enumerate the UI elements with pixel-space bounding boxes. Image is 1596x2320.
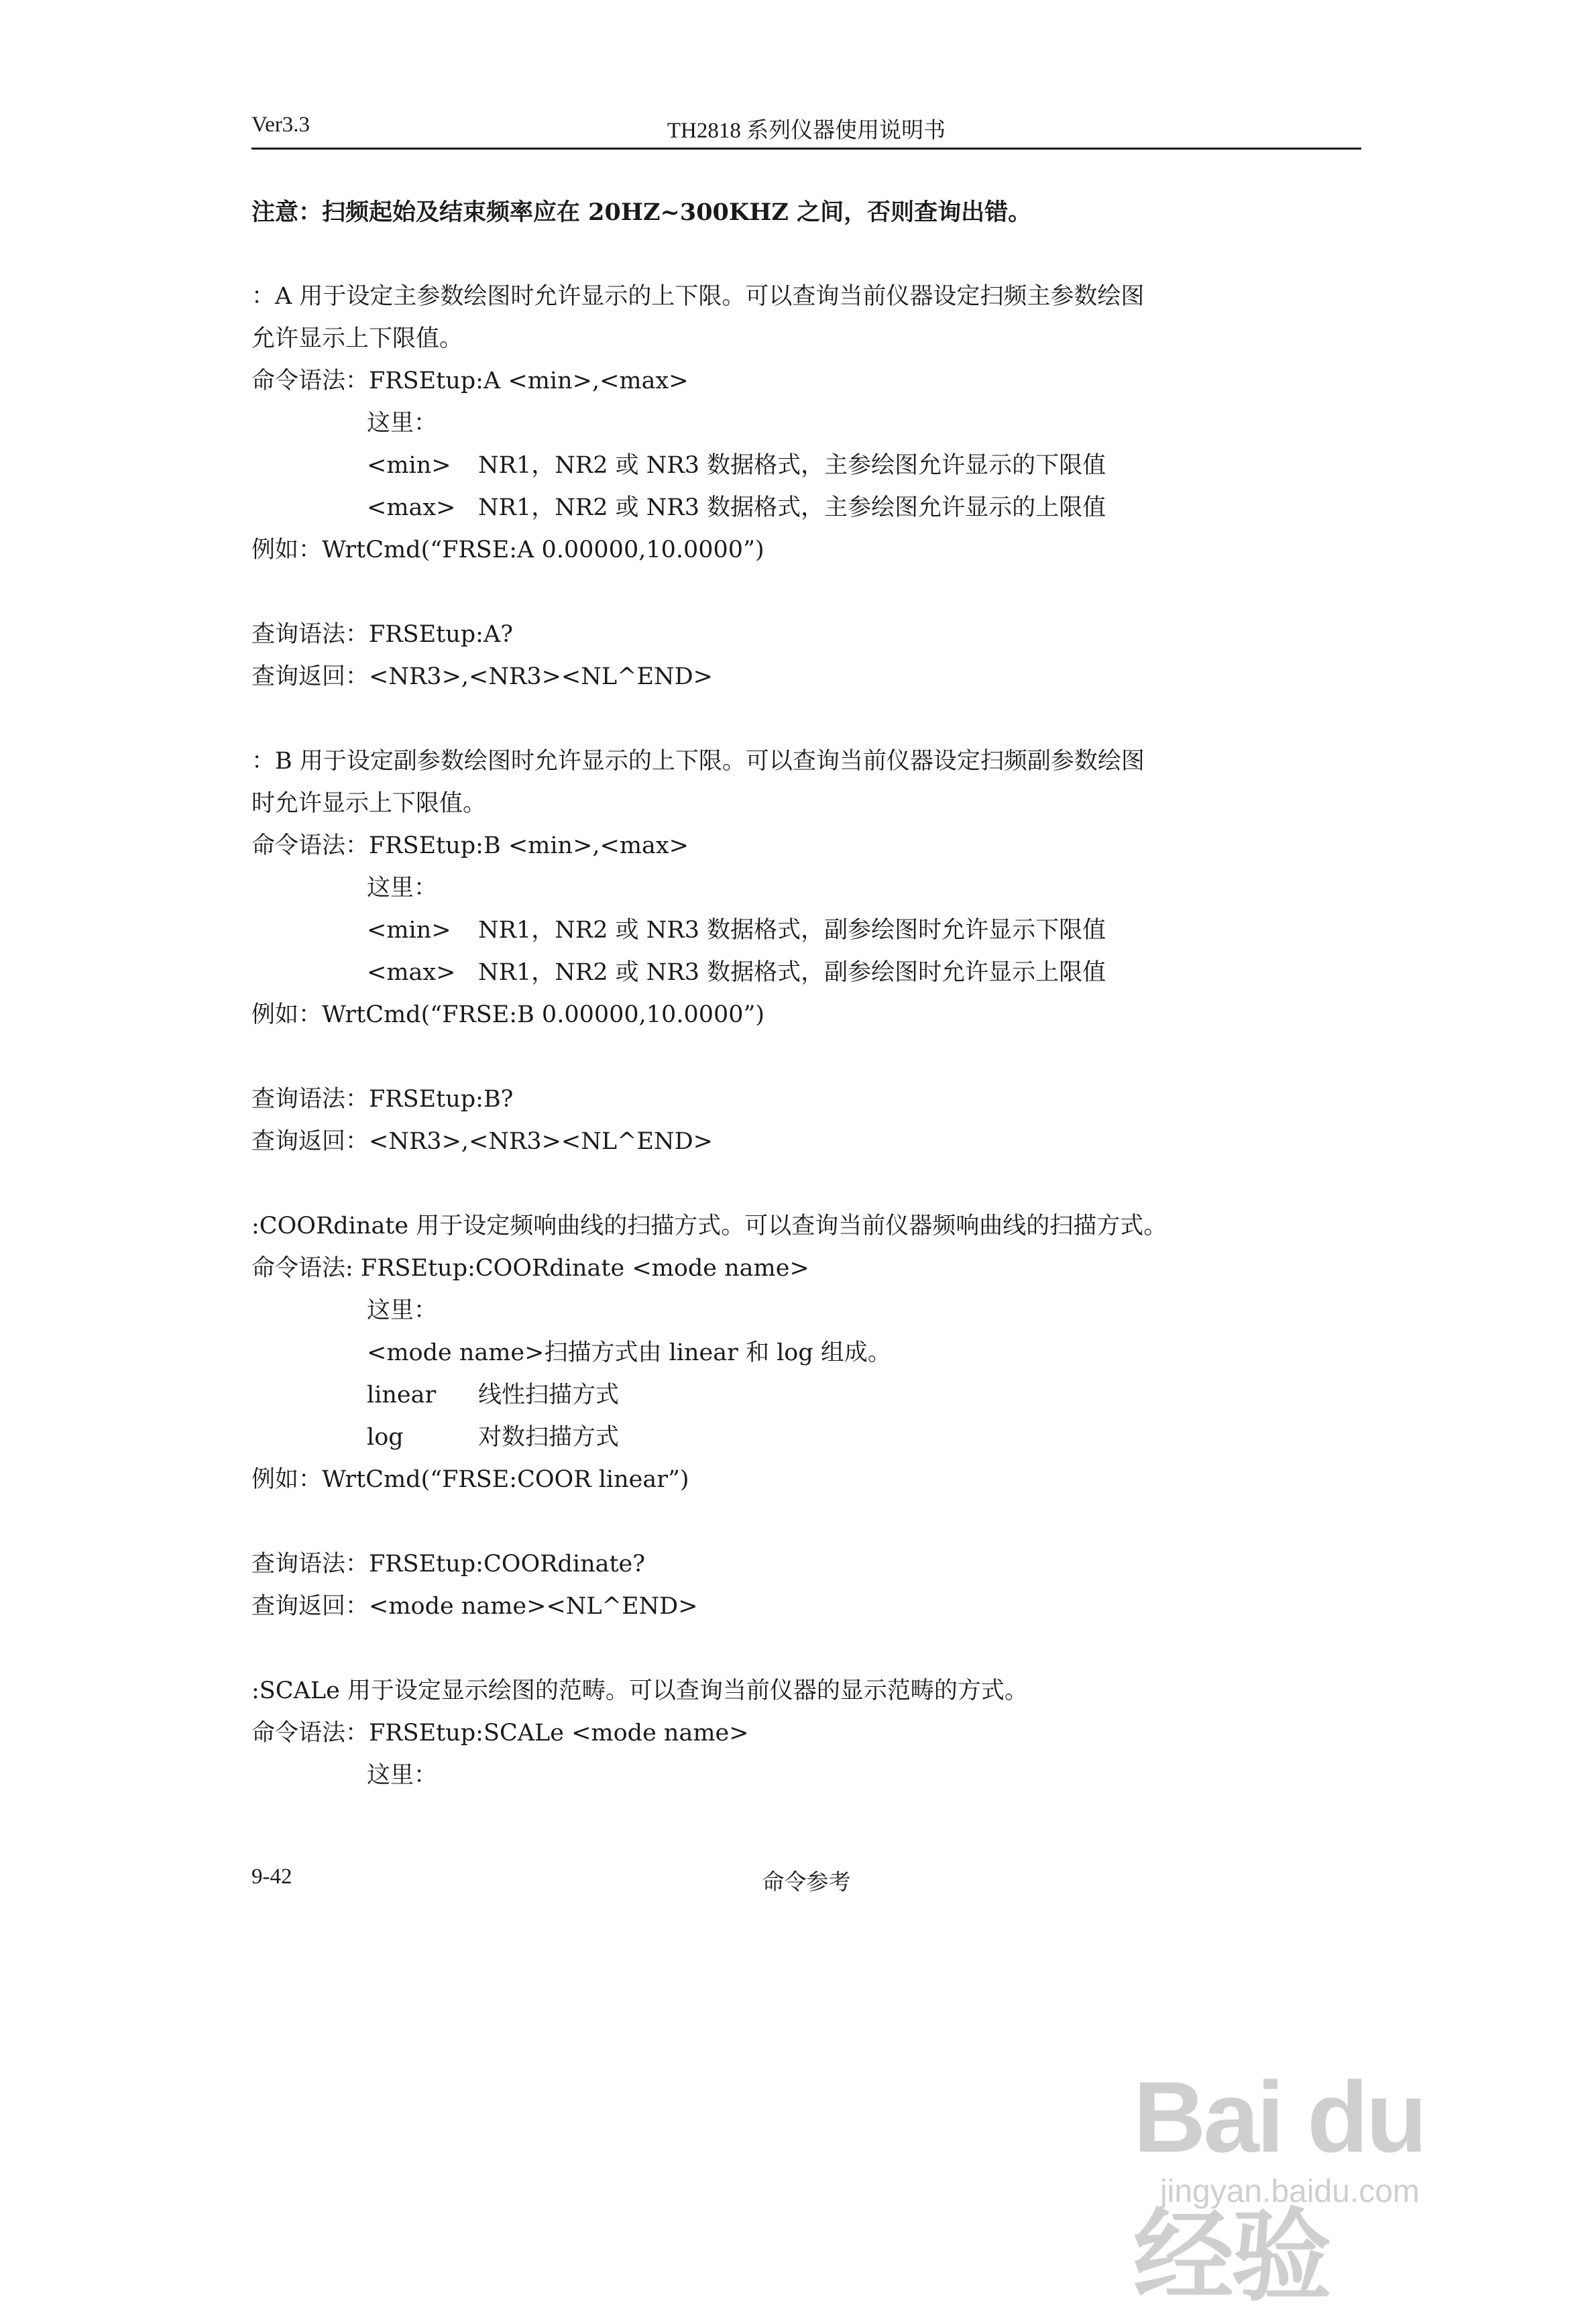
section-a-param-max — [251, 487, 1378, 529]
section-coor-example: 例如：WrtCmd(“FRSE:COOR linear”) — [251, 1466, 689, 1493]
watermark-url: jingyan.baidu.com — [1160, 2174, 1420, 2209]
param-name: <max> — [367, 959, 456, 986]
page-header — [251, 113, 1361, 150]
section-coor-option-linear — [251, 1374, 1378, 1417]
section-a-desc: ：A 用于设定主参数绘图时允许显示的上下限。可以查询当前仪器设定扫频主参数绘图 — [251, 283, 1145, 310]
param-desc: NR1，NR2 或 NR3 数据格式，主参绘图允许显示的上限值 — [478, 494, 1106, 521]
section-b-desc: ：B 用于设定副参数绘图时允许显示的上下限。可以查询当前仪器设定扫频副参数绘图 — [251, 748, 1145, 775]
option-name: log — [367, 1424, 404, 1451]
param-name: <min> — [367, 917, 451, 944]
section-a-param-min — [251, 445, 1378, 487]
section-a-return: 查询返回：<NR3>,<NR3><NL^END> — [251, 663, 714, 690]
section-a-desc-cont: 允许显示上下限值。 — [251, 325, 463, 352]
baidu-logo: Bai du 经验 — [1133, 2060, 1425, 2313]
section-scale-where: 这里： — [367, 1762, 438, 1789]
param-desc: NR1，NR2 或 NR3 数据格式，主参绘图允许显示的下限值 — [478, 452, 1106, 479]
section-b-return: 查询返回：<NR3>,<NR3><NL^END> — [251, 1128, 714, 1155]
version-label: Ver3.3 — [251, 113, 310, 137]
param-desc: NR1，NR2 或 NR3 数据格式，副参绘图时允许显示下限值 — [478, 917, 1106, 944]
section-a-query: 查询语法：FRSEtup:A? — [251, 621, 514, 648]
baidu-jingyan-watermark — [1133, 2046, 1536, 2313]
section-b-where: 这里： — [367, 875, 438, 901]
document-title: TH2818 系列仪器使用说明书 — [667, 119, 946, 143]
section-b-param-min — [251, 909, 1378, 952]
section-name: 命令参考 — [762, 1871, 851, 1895]
section-a-syntax: 命令语法：FRSEtup:A <min>,<max> — [251, 368, 689, 394]
section-a-example: 例如：WrtCmd(“FRSE:A 0.00000,10.0000”) — [251, 537, 764, 563]
section-scale-syntax: 命令语法：FRSEtup:SCALe <mode name> — [251, 1720, 749, 1747]
section-coor-syntax: 命令语法: FRSEtup:COORdinate <mode name> — [251, 1255, 809, 1282]
section-coor-desc: :COORdinate 用于设定频响曲线的扫描方式。可以查询当前仪器频响曲线的扫描方式。 — [251, 1213, 1167, 1239]
param-name: <min> — [367, 452, 451, 479]
section-b-query: 查询语法：FRSEtup:B? — [251, 1086, 514, 1113]
section-scale-desc: :SCALe 用于设定显示绘图的范畴。可以查询当前仪器的显示范畴的方式。 — [251, 1677, 1028, 1704]
page-number: 9-42 — [251, 1865, 292, 1889]
option-desc: 线性扫描方式 — [478, 1382, 620, 1408]
section-coor-mode-desc: <mode name>扫描方式由 linear 和 log 组成。 — [367, 1339, 891, 1366]
section-coor-return: 查询返回：<mode name><NL^END> — [251, 1593, 698, 1620]
notice-text: 注意：扫频起始及结束频率应在 20HZ~300KHZ 之间，否则查询出错。 — [251, 199, 1032, 226]
param-desc: NR1，NR2 或 NR3 数据格式，副参绘图时允许显示上限值 — [478, 959, 1106, 986]
section-coor-option-log — [251, 1417, 1378, 1459]
section-b-syntax: 命令语法：FRSEtup:B <min>,<max> — [251, 832, 689, 859]
section-coor-query: 查询语法：FRSEtup:COORdinate? — [251, 1551, 646, 1578]
section-coor-where: 这里： — [367, 1297, 438, 1324]
section-b-desc-cont: 时允许显示上下限值。 — [251, 790, 487, 817]
param-name: <max> — [367, 494, 456, 521]
option-name: linear — [367, 1382, 437, 1408]
option-desc: 对数扫描方式 — [478, 1424, 620, 1451]
page-content — [251, 191, 1378, 1797]
section-b-param-max — [251, 952, 1378, 994]
section-b-example: 例如：WrtCmd(“FRSE:B 0.00000,10.0000”) — [251, 1001, 765, 1028]
section-a-where: 这里： — [367, 410, 438, 437]
